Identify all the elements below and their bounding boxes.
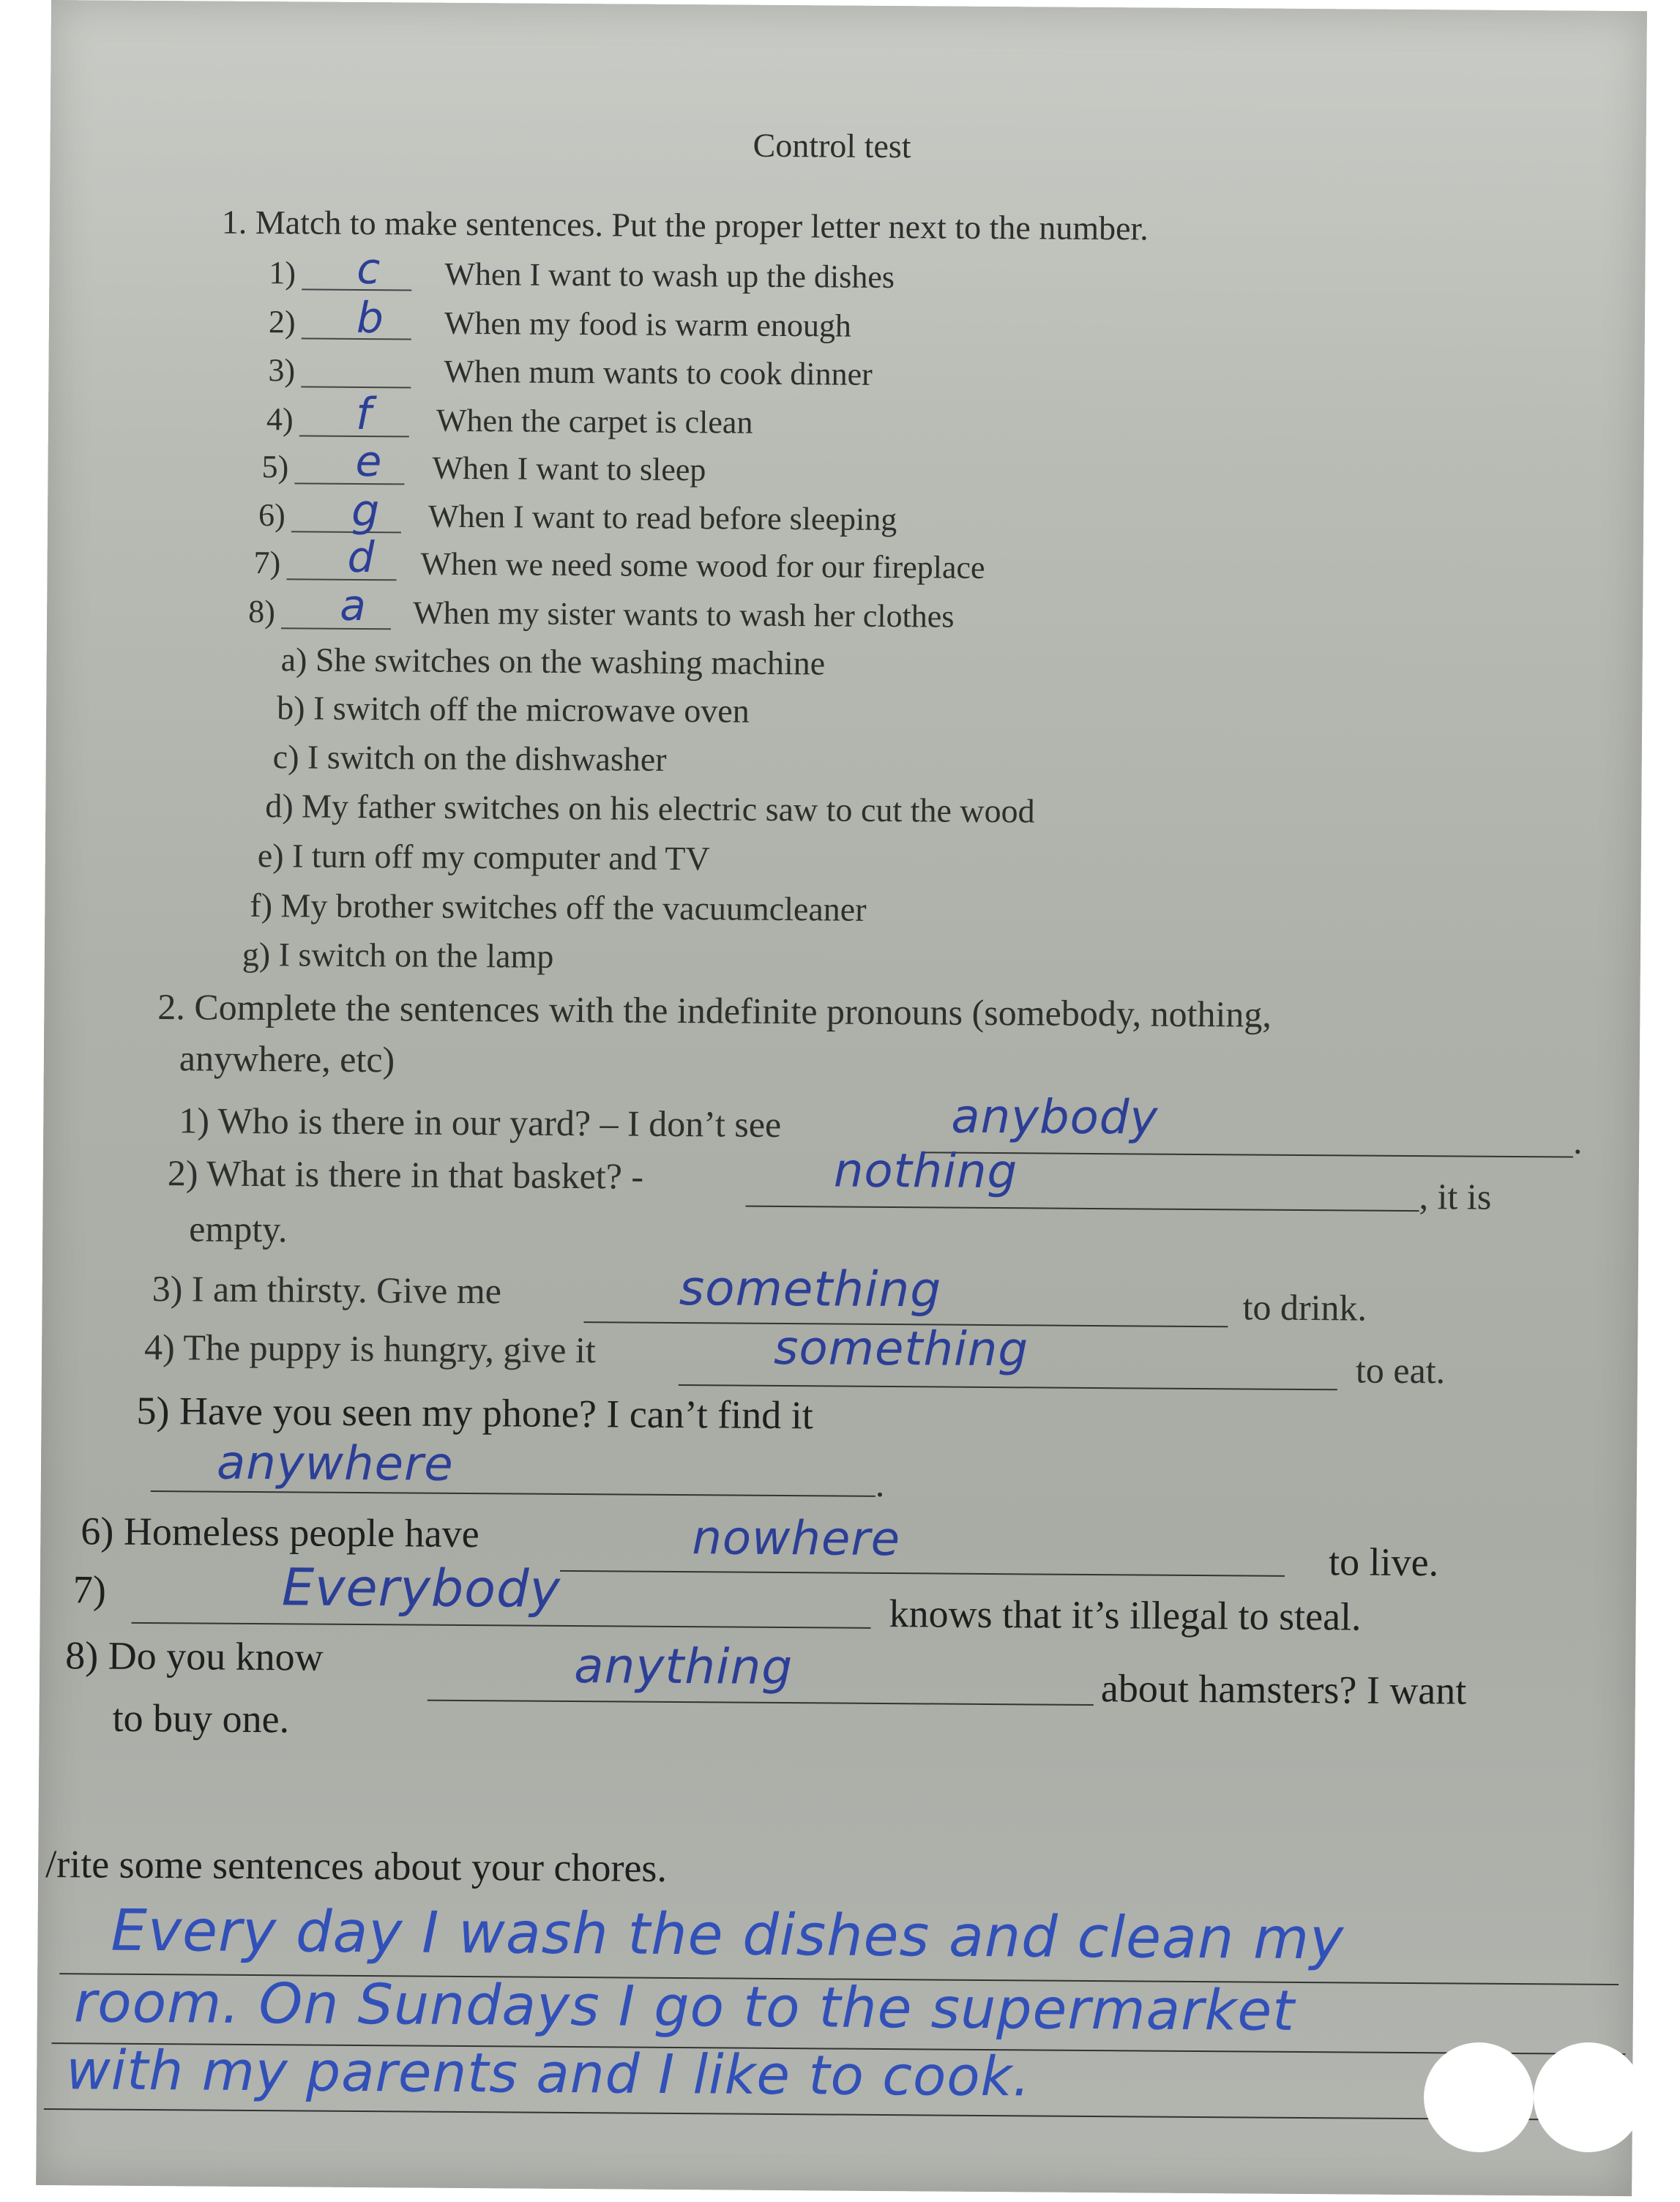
item-number: 3) (268, 352, 296, 389)
answer-blank (560, 1570, 1285, 1577)
item-text: When mum wants to cook dinner (444, 353, 873, 392)
handwritten-answer: something (679, 1260, 942, 1318)
item-number: 7) (253, 544, 281, 581)
item-text: When the carpet is clean (436, 402, 753, 441)
item-number: 5) (261, 449, 289, 485)
sentence-4-end: to eat. (1355, 1349, 1446, 1392)
sentence-5: 5) Have you seen my phone? I can’t find it (136, 1388, 813, 1438)
handwritten-answer: anybody (951, 1089, 1159, 1146)
sentence-3-end: to drink. (1242, 1286, 1367, 1329)
answer-blank (281, 627, 391, 630)
item-text: When I want to read before sleeping (428, 498, 897, 538)
handwritten-answer: c (356, 243, 381, 294)
option-f: f) My brother switches off the vacuumcleaner (250, 886, 867, 928)
handwritten-answer: anywhere (216, 1436, 454, 1492)
answer-blank (294, 482, 404, 485)
item-text: When I want to wash up the dishes (444, 255, 895, 296)
handwritten-answer: Everybody (281, 1557, 561, 1619)
answer-blank (922, 1152, 1573, 1157)
answer-blank (132, 1622, 871, 1629)
answer-blank (291, 531, 401, 533)
page-title: Control test (753, 126, 911, 165)
item-number: 2) (268, 304, 296, 340)
sentence-7-end: knows that it’s illegal to steal. (889, 1591, 1362, 1639)
handwritten-answer: f (355, 388, 373, 441)
item-text: When we need some wood for our fireplace (420, 545, 985, 586)
handwritten-answer: nowhere (692, 1511, 901, 1567)
sentence-2-cont: empty. (189, 1208, 288, 1250)
sentence-4: 4) The puppy is hungry, give it (143, 1326, 596, 1371)
sentence-8-end: about hamsters? I want (1100, 1666, 1467, 1713)
answer-blank (746, 1206, 1419, 1212)
item-number: 8) (248, 593, 276, 630)
option-b: b) I switch off the microwave oven (277, 689, 750, 730)
handwritten-answer: something (773, 1321, 1029, 1378)
task2-heading-cont: anywhere, etc) (179, 1037, 395, 1081)
handwritten-line-2: room. On Sundays I go to the supermarket (73, 1969, 1296, 2043)
option-g: g) I switch on the lamp (242, 935, 554, 975)
sentence-3: 3) I am thirsty. Give me (152, 1268, 502, 1312)
option-e: e) I turn off my computer and TV (257, 836, 710, 878)
white-glare-right (1534, 2042, 1643, 2152)
sentence-1-end: . (1572, 1120, 1583, 1162)
white-glare-left (1424, 2042, 1534, 2152)
handwritten-line-3: with my parents and I like to cook. (65, 2039, 1031, 2109)
worksheet-page (36, 0, 1647, 2196)
handwritten-answer: nothing (833, 1143, 1018, 1200)
task2-heading: 2. Complete the sentences with the indefinite pronouns (somebody, nothing, (157, 986, 1272, 1035)
sentence-6-end: to live. (1328, 1539, 1439, 1585)
item-number: 4) (266, 401, 294, 438)
handwritten-answer: g (351, 485, 381, 537)
sentence-1: 1) Who is there in our yard? – I don’t see (179, 1100, 782, 1145)
answer-blank (299, 435, 409, 437)
handwritten-answer: e (355, 436, 383, 487)
item-text: When my food is warm enough (444, 305, 852, 344)
option-c: c) I switch on the dishwasher (272, 738, 667, 778)
answer-blank (151, 1490, 876, 1497)
handwritten-answer: a (340, 580, 367, 631)
sentence-2-end: , it is (1419, 1176, 1492, 1217)
item-number: 6) (258, 496, 285, 534)
handwritten-line-1: Every day I wash the dishes and clean my (111, 1897, 1345, 1973)
sentence-8-cont: to buy one. (112, 1695, 290, 1742)
handwritten-answer: anything (573, 1638, 794, 1696)
item-text: When my sister wants to wash her clothes (412, 594, 955, 635)
answer-blank (428, 1700, 1094, 1706)
sentence-8: 8) Do you know (65, 1633, 324, 1679)
sentence-7: 7) (72, 1567, 107, 1612)
item-number: 1) (269, 255, 296, 291)
sentence-5-end: . (875, 1463, 885, 1504)
sentence-6: 6) Homeless people have (81, 1509, 479, 1556)
handwritten-answer: b (356, 292, 385, 343)
handwritten-answer: d (347, 531, 376, 583)
sentence-2: 2) What is there in that basket? - (167, 1152, 644, 1197)
writing-line (44, 2108, 1625, 2121)
option-d: d) My father switches on his electric saw to cut the wood (265, 787, 1035, 830)
item-text: When I want to sleep (432, 449, 706, 488)
option-a: a) She switches on the washing machine (280, 641, 826, 682)
task1-heading: 1. Match to make sentences. Put the proper letter next to the number. (221, 203, 1149, 247)
answer-blank (679, 1384, 1337, 1390)
task3-heading: /rite some sentences about your chores. (45, 1842, 668, 1890)
